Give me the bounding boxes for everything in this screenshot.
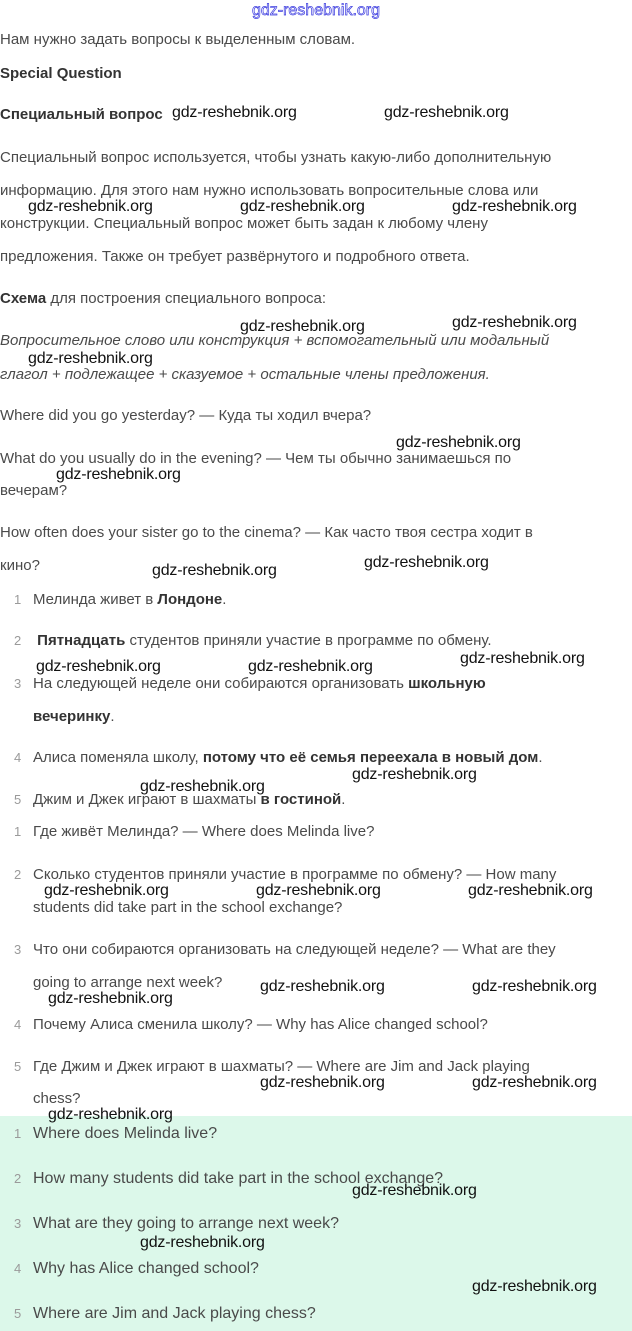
example: кино?: [0, 557, 40, 574]
watermark: gdz-reshebnik.org: [28, 350, 153, 367]
schema-formula: Вопросительное слово или конструкция + вспомогательный или модальный: [0, 332, 550, 349]
watermark: gdz-reshebnik.org: [240, 198, 365, 215]
watermark: gdz-reshebnik.org: [240, 318, 365, 335]
translation-cont: going to arrange next week?: [33, 974, 223, 991]
schema-label: Схема: [0, 290, 47, 307]
watermark: gdz-reshebnik.org: [472, 1074, 597, 1091]
example: How often does your sister go to the cinema? — Как часто твоя сестра ходит в: [0, 524, 533, 541]
example: вечерам?: [0, 482, 68, 499]
translation-item: 5 Где Джим и Джек играют в шахматы? — Where are Jim and Jack playing: [14, 1058, 530, 1075]
answer-item: 5 Where are Jim and Jack playing chess?: [14, 1305, 316, 1322]
paragraph-line: информацию. Для этого нам нужно использовать вопросительные слова или: [0, 182, 539, 199]
example: Where did you go yesterday? — Куда ты ходил вчера?: [0, 407, 372, 424]
heading-en: Special Question: [0, 65, 122, 82]
watermark: gdz-reshebnik.org: [396, 434, 521, 451]
paragraph-line: конструкции. Специальный вопрос может быть задан к любому члену: [0, 215, 488, 232]
answer-item: 1 Where does Melinda live?: [14, 1125, 218, 1142]
watermark: gdz-reshebnik.org: [44, 882, 169, 899]
paragraph-line: предложения. Также он требует развёрнутого и подробного ответа.: [0, 248, 470, 265]
watermark: gdz-reshebnik.org: [140, 778, 265, 795]
watermark: gdz-reshebnik.org: [140, 1234, 265, 1251]
schema-formula: глагол + подлежащее + сказуемое + остальные члены предложения.: [0, 366, 490, 383]
watermark: gdz-reshebnik.org: [452, 314, 577, 331]
schema-text: для построения специального вопроса:: [46, 290, 327, 307]
example: What do you usually do in the evening? — Чем ты обычно занимаешься по: [0, 450, 512, 467]
header-watermark: gdz-reshebnik.org: [251, 2, 381, 19]
watermark: gdz-reshebnik.org: [472, 978, 597, 995]
watermark: gdz-reshebnik.org: [460, 650, 585, 667]
watermark: gdz-reshebnik.org: [452, 198, 577, 215]
watermark: gdz-reshebnik.org: [468, 882, 593, 899]
watermark: gdz-reshebnik.org: [172, 104, 297, 121]
answer-item: 2 How many students did take part in the school exchange?: [14, 1170, 444, 1187]
watermark: gdz-reshebnik.org: [256, 882, 381, 899]
watermark: gdz-reshebnik.org: [260, 978, 385, 995]
watermark: gdz-reshebnik.org: [48, 990, 173, 1007]
watermark: gdz-reshebnik.org: [364, 554, 489, 571]
watermark: gdz-reshebnik.org: [472, 1278, 597, 1295]
translation-item: 2 Сколько студентов приняли участие в программе по обмену? — How many: [14, 866, 557, 883]
watermark: gdz-reshebnik.org: [56, 466, 181, 483]
watermark: gdz-reshebnik.org: [260, 1074, 385, 1091]
answer-item: 3 What are they going to arrange next week?: [14, 1215, 339, 1232]
task-item: 3 На следующей неделе они собираются организовать школьную: [14, 675, 486, 692]
translation-cont: chess?: [33, 1090, 81, 1107]
translation-item: 4 Почему Алиса сменила школу? — Why has Alice changed school?: [14, 1016, 488, 1033]
task-item: 2 Пятнадцать студентов приняли участие в программе по обмену.: [14, 632, 492, 649]
paragraph-line: Специальный вопрос используется, чтобы узнать какую-либо дополнительную: [0, 149, 552, 166]
watermark: gdz-reshebnik.org: [352, 1182, 477, 1199]
watermark: gdz-reshebnik.org: [352, 766, 477, 783]
schema-line: [0, 290, 326, 308]
translation-item: 3 Что они собираются организовать на следующей неделе? — What are they: [14, 941, 556, 958]
task-item: 4 Алиса поменяла школу, потому что её семья переехала в новый дом.: [14, 749, 543, 766]
translation-item: 1 Где живёт Мелинда? — Where does Melinda live?: [14, 823, 375, 840]
translation-cont: students did take part in the school exchange?: [33, 899, 343, 916]
heading-ru: Специальный вопрос: [0, 106, 163, 123]
task-item-cont: вечеринку.: [33, 708, 115, 725]
watermark: gdz-reshebnik.org: [48, 1106, 173, 1123]
watermark: gdz-reshebnik.org: [28, 198, 153, 215]
intro: Нам нужно задать вопросы к выделенным словам.: [0, 31, 356, 48]
watermark: gdz-reshebnik.org: [152, 562, 277, 579]
task-item: 5 Джим и Джек играют в шахматы в гостиной.: [14, 791, 346, 808]
watermark: gdz-reshebnik.org: [248, 658, 373, 675]
task-item: 1 Мелинда живет в Лондоне.: [14, 591, 227, 608]
watermark: gdz-reshebnik.org: [36, 658, 161, 675]
answer-item: 4 Why has Alice changed school?: [14, 1260, 259, 1277]
watermark: gdz-reshebnik.org: [384, 104, 509, 121]
